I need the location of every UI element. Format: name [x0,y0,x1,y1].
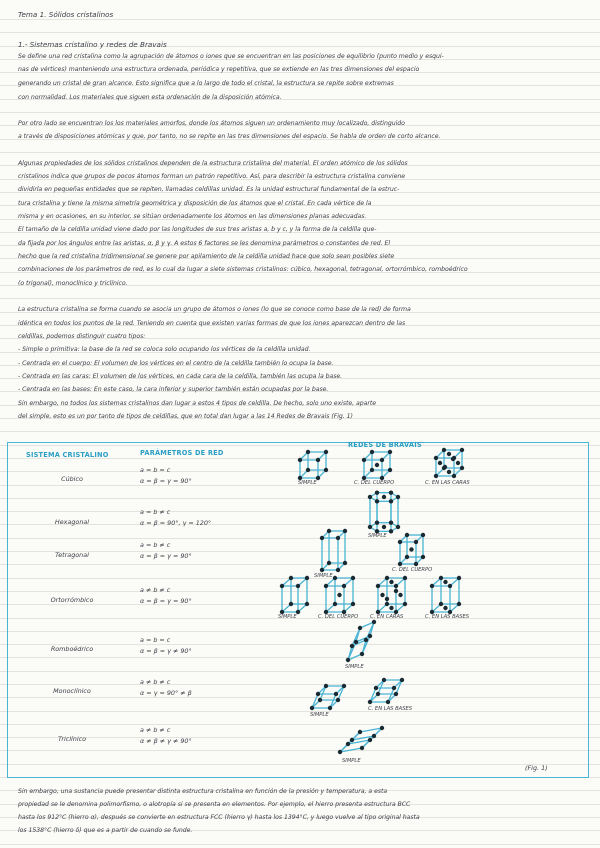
system-tetragonal: Tetragonal [55,551,89,559]
atom [324,468,328,472]
atom [386,700,390,704]
list-item: - Simple o primitiva: la base de la red se coloca solo ocupando los vértices de la celdilla unidad. [18,346,311,353]
text-line: tura cristalina y tiene la misma simetría geométrica y disposición de los átomos que el cristal. En cada vértice de la [18,200,372,207]
atom [396,495,400,499]
atom [296,584,300,588]
text-line: Algunas propiedades de los sólidos cristalinos dependen de la estructura cristalina del material. El orden atómico de los sólidos [18,160,408,167]
atom [333,602,337,606]
atom [310,706,314,710]
atom [316,458,320,462]
list-item: - Centrada en las caras: El volumen de los vértices, en cada cara de la celdilla, también las ocupa la base. [18,373,343,380]
text-line: propiedad se le denomina polimorfismo, o alotropía si se presenta en elementos. Por ejemplo, el hierro presenta estructura BCC [18,801,411,808]
page-title: Tema 1. Sólidos cristalinos [18,10,114,19]
atom [385,602,389,606]
text-line: Se define una red cristalina como la agrupación de átomos o iones que se encuentran en las posiciones de equilibrio (punto medio y esqui- [18,53,444,60]
figure-reference: (Fig. 1) [525,764,548,772]
atom [389,499,393,503]
atom [362,458,366,462]
atom [375,490,379,494]
atom [334,692,338,696]
atom [460,466,464,470]
atom [421,555,425,559]
params-orthorhombic: a ≠ b ≠ c α = β = γ = 90° [140,586,192,605]
atom [316,692,320,696]
atom [400,678,404,682]
atom [333,576,337,580]
atom [439,576,443,580]
atom [389,606,393,610]
atom [398,562,402,566]
atom [289,576,293,580]
system-orthorhombic: Ortorrómbico [50,596,94,604]
params-tetragonal: a = b ≠ c α = β = γ = 90° [140,541,192,560]
atom [380,726,384,730]
text-line: a través de disposiciones atómicas y que, por tanto, no se repite en las tres dimensiones del espacio. Se habla de orden de corto alcance. [18,133,441,140]
atom [306,450,310,454]
header-lattice-parameters: PARÁMETROS DE RED [140,449,224,457]
atom [337,593,341,597]
atom [434,474,438,478]
atom [368,738,372,742]
text-line: hasta los 912°C (hierro α), después se convierte en estructura FCC (hierro γ) hasta los 1394°C, y luego vuelve al tipo original hasta [18,814,420,821]
atom [364,638,368,642]
header-bravais-lattices: REDES DE BRAVAIS [348,441,422,449]
atom [442,448,446,452]
text-line: los 1538°C (hierro δ) que es a partir de cuando se funde. [18,827,193,834]
atom [358,626,362,630]
text-line: (o trigonal), monoclínico y triclínico. [18,280,128,287]
atom [354,640,358,644]
atom [443,580,447,584]
params-monoclinic: a ≠ b ≠ c α = γ = 90° ≠ β [140,678,192,697]
text-line: celdillas, podemos distinguir cuatro tipos: [18,333,146,340]
atom [372,620,376,624]
atom [382,495,386,499]
label-hexagonal: SIMPLE [368,533,387,539]
atom [456,461,460,465]
label-tetragonal-simple: SIMPLE [314,573,333,579]
atom [336,568,340,572]
label-triclinic: SIMPLE [342,758,361,764]
system-rhombohedral: Romboédrico [50,645,94,653]
atom [368,634,372,638]
atom [414,562,418,566]
atom [298,458,302,462]
atom [389,529,393,533]
atom [324,684,328,688]
text-line: misma y en ocasiones, en su interior, se sitúan ordenadamente los átomos en las dimensiones planas adecuadas. [18,213,367,220]
text-line: del simple, esto es un por tanto de tipos de celdillas, que en total dan lugar a las 14 Redes de Bravais (Fig. 1) [18,413,353,420]
atom [398,593,402,597]
list-item: - Centrada en el cuerpo: El volumen de los vértices en el centro de la celdilla también lo ocupa la base. [18,360,334,367]
label-orthorhombic-body: C. DEL CUERPO [318,614,359,620]
atom [374,686,378,690]
atom [305,576,309,580]
text-line: Por otro lado se encuentran los los materiales amorfos, donde los átomos siguen un ordenamiento muy localizado, distinguido [18,120,405,127]
atom [382,678,386,682]
atom [385,576,389,580]
atom [368,700,372,704]
text-line: generando un cristal de gran alcance. Esto significa que a lo largo de todo el cristal, la estructura se repite sobre extremas [18,80,394,87]
atom [451,457,455,461]
atom [396,525,400,529]
atom [358,730,362,734]
atom [338,750,342,754]
atom [368,495,372,499]
atom [318,698,322,702]
atom [376,692,380,696]
atom [336,536,340,540]
system-hexagonal: Hexagonal [54,518,90,526]
atom [457,602,461,606]
text-line: hecho que la red cristalina tridimensional se genere por apilamiento de la celdilla unidad hace que solo sean posibles siete [18,253,395,260]
atom [351,602,355,606]
atom [320,536,324,540]
system-monoclinic: Monoclínico [53,687,91,695]
atom [447,452,451,456]
atom [375,499,379,503]
atom [305,602,309,606]
text-line: Sin embargo, una sustancia puede presentar distinta estructura cristalina en función de la presión y temperatura, a esta [18,788,388,795]
label-cubic-simple: SIMPLE [298,480,317,486]
label-orthorhombic-simple: SIMPLE [278,614,297,620]
atom [405,533,409,537]
atom [438,461,442,465]
text-line: El tamaño de la celdilla unidad viene dado por las longitudes de sus tres aristas a, b y c, y la forma de la celdilla que- [18,226,377,233]
atom [360,746,364,750]
params-rhombohedral: a = b = c α = β = γ ≠ 90° [140,636,192,655]
atom [430,584,434,588]
atom [388,468,392,472]
atom [346,658,350,662]
atom [380,593,384,597]
text-line: idéntica en todos los puntos de la red. Teniendo en cuenta que existen varias formas de que los iones aparezcan dentro de las [18,320,406,327]
atom [403,602,407,606]
atom [350,644,354,648]
atom [380,458,384,462]
atom [328,706,332,710]
label-rhombohedral: SIMPLE [345,664,364,670]
atom [389,490,393,494]
atom [414,540,418,544]
label-cubic-face: C. EN LAS CARAS [425,480,470,486]
atom [327,529,331,533]
atom [460,448,464,452]
atom [447,470,451,474]
section-heading: 1.- Sistemas cristalino y redes de Bravais [18,40,167,49]
atom [392,686,396,690]
atom [388,450,392,454]
atom [375,520,379,524]
atom [394,589,398,593]
atom [280,584,284,588]
label-monoclinic-base: C. EN LAS BASES [368,706,413,712]
atom [389,580,393,584]
atom [421,533,425,537]
header-crystal-system: SISTEMA CRISTALINO [26,451,109,459]
atom [343,529,347,533]
atom [443,465,447,469]
system-triclinic: Triclínico [57,735,87,743]
atom [324,450,328,454]
atom [342,584,346,588]
label-tetragonal-body: C. DEL CUERPO [392,567,433,573]
atom [306,468,310,472]
list-item: - Centrada en las bases: En este caso, la cara inferior y superior también están ocupadas por la base. [18,386,329,393]
atom [368,525,372,529]
atom [320,568,324,572]
label-orthorhombic-base: C. EN LAS BASES [425,614,470,620]
atom [370,468,374,472]
text-line: nas de vértices) manteniendo una estructura ordenada, periódica y repetitiva, que se extiende en las tres dimensiones del espacio [18,66,420,73]
atom [327,561,331,565]
params-cubic: a = b = c α = β = γ = 90° [140,466,192,485]
atom [375,463,379,467]
atom [457,576,461,580]
atom [385,597,389,601]
text-line: dividirla en pequeñas entidades que se repiten, llamadas celdillas unidad. Es la unidad estructural fundamental de la estruc- [18,186,400,193]
label-cubic-body: C. DEL CUERPO [354,480,395,486]
label-monoclinic-simple: SIMPLE [310,712,329,718]
atom [398,540,402,544]
atom [346,742,350,746]
atom [394,692,398,696]
atom [342,684,346,688]
label-orthorhombic-face: C. EN CARAS [370,614,404,620]
atom [382,525,386,529]
atom [434,456,438,460]
atom [409,547,413,551]
atom [403,576,407,580]
text-line: con normalidad. Los materiales que siguen esta ordenación de la disposición atómica. [18,94,282,101]
text-line: La estructura cristalina se forma cuando se asocia un grupo de átomos o iones (lo que se conoce como base de la red) de forma [18,306,411,313]
atom [376,584,380,588]
atom [439,602,443,606]
atom [405,555,409,559]
atom [452,474,456,478]
text-line: da fijada por los ángulos entre las aristas, α, β y γ. A estos 6 factores se les denomina parámetros o constantes de red. El [18,240,391,247]
atom [394,584,398,588]
atom [443,606,447,610]
params-triclinic: a ≠ b ≠ c α ≠ β ≠ γ ≠ 90° [140,726,192,745]
atom [336,698,340,702]
text-line: cristalinos indica que grupos de pocos átomos forman un patrón repetitivo. Así, para describir la estructura cristalina conviene [18,173,405,180]
atom [370,450,374,454]
atom [343,561,347,565]
text-line: combinaciones de los parámetros de red, es lo cual da lugar a siete sistemas cristalinos: cúbico, hexagonal, tetragonal, ortorrómbico, romboédrico [18,266,468,273]
atom [448,584,452,588]
atom [389,520,393,524]
atom [372,734,376,738]
atom [289,602,293,606]
atom [360,652,364,656]
system-cubic: Cúbico [61,475,83,483]
atom [350,738,354,742]
params-hexagonal: a = b ≠ c α = β = 90°, γ = 120° [140,508,212,527]
text-line: Sin embargo, no todos los sistemas cristalinos dan lugar a estos 4 tipos de celdilla. De hecho, solo uno existe, aparte [18,400,376,407]
atom [324,584,328,588]
atom [351,576,355,580]
